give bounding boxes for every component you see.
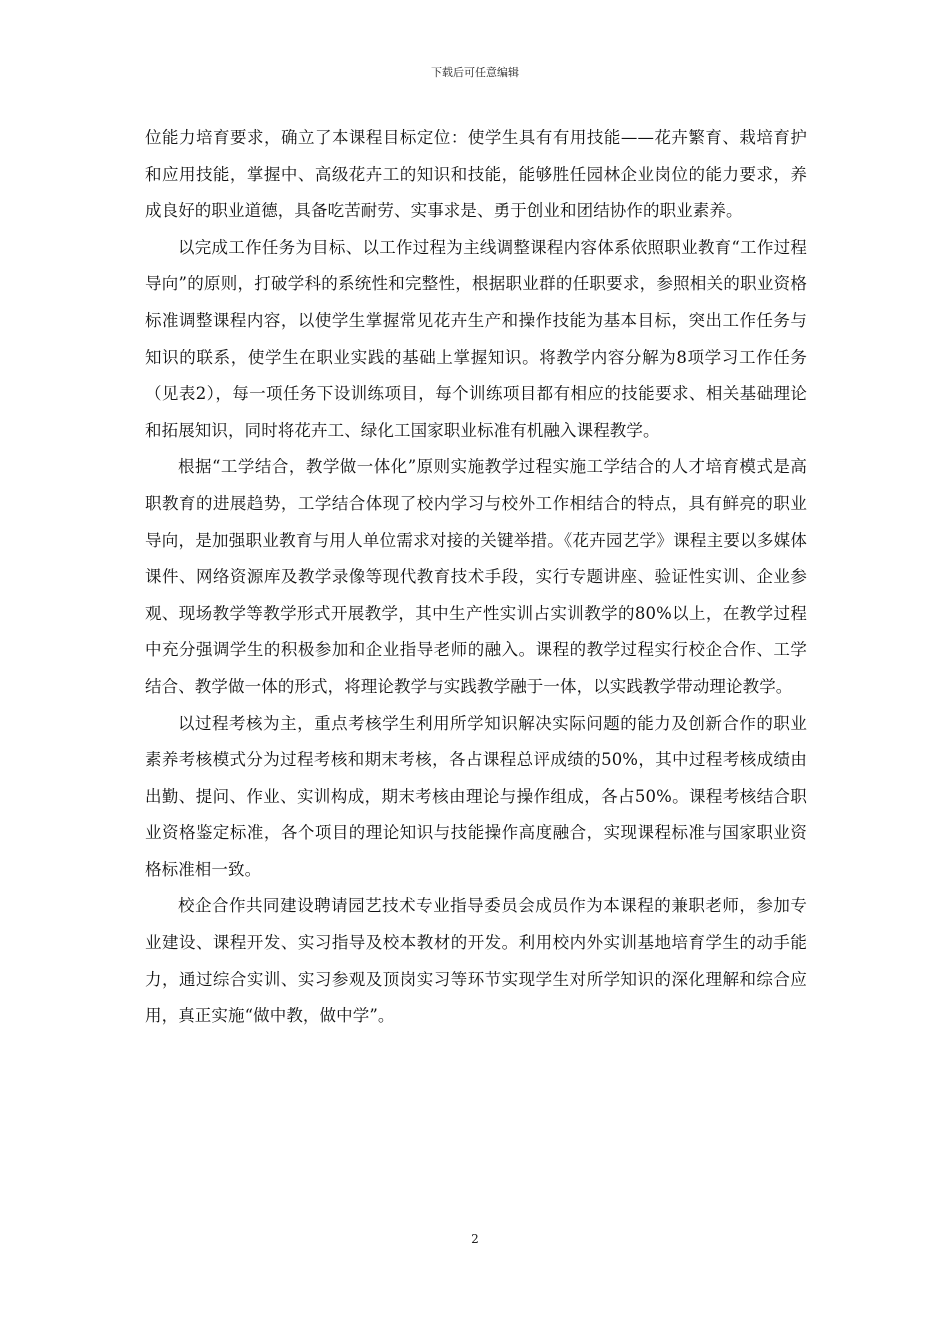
- page-number: 2: [471, 1232, 479, 1246]
- paragraph-2: 以完成工作任务为目标、以工作过程为主线调整课程内容体系依照职业教育“工作过程导向”的原则，打破学科的系统性和完整性，根据职业群的任职要求，参照相关的职业资格标准调整课程内容，以使学生掌握常见花卉生产和操作技能为基本目标，突出工作任务与知识的联系，使学生在职业实践的基础上掌握知识。将教学内容分解为8项学习工作任务（见表2），每一项任务下设训练项目，每个训练项目都有相应的技能要求、相关基础理论和拓展知识，同时将花卉工、绿化工国家职业标准有机融入课程教学。: [145, 237, 807, 440]
- paragraph-1: 位能力培育要求，确立了本课程目标定位：使学生具有有用技能——花卉繁育、栽培育护和应用技能，掌握中、高级花卉工的知识和技能，能够胜任园林企业岗位的能力要求，养成良好的职业道德，具备吃苦耐劳、实事求是、勇于创业和团结协作的职业素养。: [145, 128, 807, 221]
- paragraph-3: 根据“工学结合，教学做一体化”原则实施教学过程实施工学结合的人才培育模式是高职教育的进展趋势，工学结合体现了校内学习与校外工作相结合的特点，具有鲜亮的职业导向，是加强职业教育与用人单位需求对接的关键举措。《花卉园艺学》课程主要以多媒体课件、网络资源库及教学录像等现代教育技术手段，实行专题讲座、验证性实训、企业参观、现场教学等教学形式开展教学，其中生产性实训占实训教学的80%以上，在教学过程中充分强调学生的积极参加和企业指导老师的融入。课程的教学过程实行校企合作、工学结合、教学做一体的形式，将理论教学与实践教学融于一体，以实践教学带动理论教学。: [145, 457, 807, 696]
- document-body: [145, 120, 807, 1035]
- page-header: 下载后可任意编辑: [431, 66, 519, 79]
- paragraph-5: 校企合作共同建设聘请园艺技术专业指导委员会成员作为本课程的兼职老师，参加专业建设、课程开发、实习指导及校本教材的开发。利用校内外实训基地培育学生的动手能力，通过综合实训、实习参观及顶岗实习等环节实现学生对所学知识的深化理解和综合应用，真正实施“做中教，做中学”。: [145, 896, 807, 1026]
- paragraph-4: 以过程考核为主，重点考核学生利用所学知识解决实际问题的能力及创新合作的职业素养考核模式分为过程考核和期末考核，各占课程总评成绩的50%，其中过程考核成绩由出勤、提问、作业、实训构成，期末考核由理论与操作组成，各占50%。课程考核结合职业资格鉴定标准，各个项目的理论知识与技能操作高度融合，实现课程标准与国家职业资格标准相一致。: [145, 713, 807, 879]
